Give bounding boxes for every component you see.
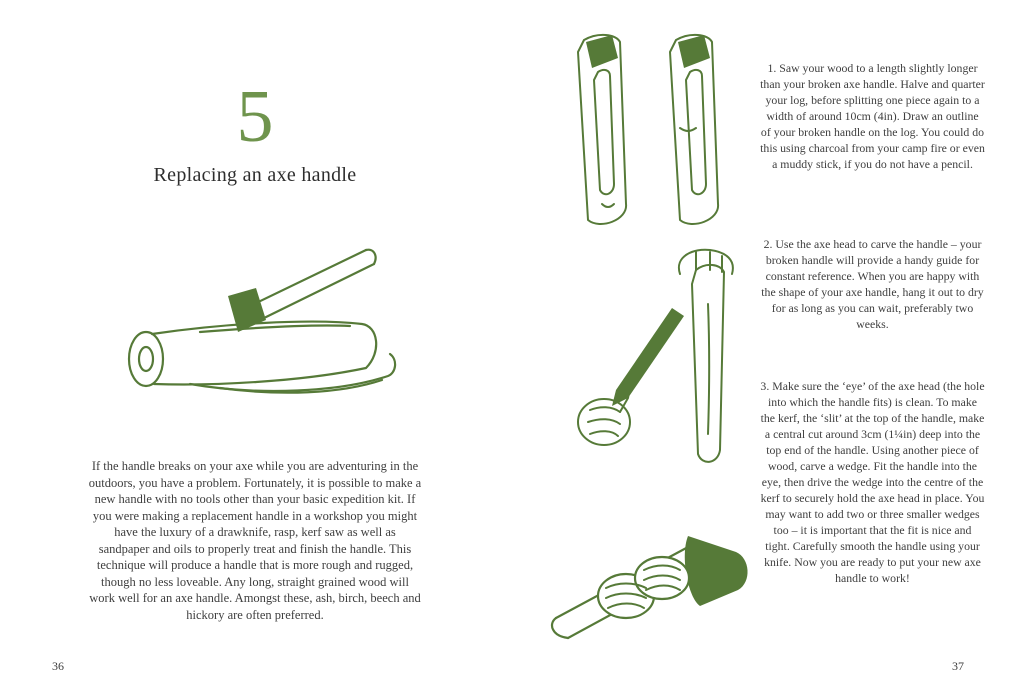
carving-knife-icon (560, 244, 760, 479)
chapter-title: Replacing an axe handle (153, 164, 357, 186)
split-logs-with-handle-outline-illustration (558, 28, 763, 243)
hand-carving-with-knife-illustration (560, 244, 760, 479)
axe-in-log-illustration (100, 228, 410, 423)
step-1-paragraph: 1. Saw your wood to a length slightly longer than your broken axe handle. Halve and quarter your log, before splitting one piece again to a width of around 10cm (4in). Draw an outline of your broken handle on the log. You could do this using charcoal from your camp fire or even a muddy stick, if you do not have a pencil. (760, 61, 985, 172)
chapter-number: 5 (236, 76, 274, 158)
hands-fitting-axe-head-illustration (540, 498, 775, 658)
intro-paragraph: If the handle breaks on your axe while you are adventuring in the outdoors, you have a problem. Fortunately, it is possible to make a new handle with no tools other than your basic expedition kit. If you were making a replacement handle in a workshop you might have the luxury of a drawknife, rasp, kerf saw as well as sandpaper and oils to properly treat and finish the handle. This technique will produce a handle that is more rough and rugged, though no less loveable. Any long, straight grained wood will work well for an axe handle. Amongst these, ash, birch, beech and hickory are often preferred. (88, 459, 422, 622)
axe-in-log-icon (100, 228, 410, 423)
split-logs-icon (558, 28, 763, 243)
fitting-axe-head-icon (540, 498, 775, 658)
step-2-paragraph: 2. Use the axe head to carve the handle – your broken handle will provide a handy guide for constant reference. When you are happy with the shape of your axe handle, hang it out to dry for as long as you can wait, preferably two weeks. (761, 237, 984, 332)
page-number-left: 36 (52, 659, 64, 673)
page-number-right: 37 (952, 659, 964, 673)
step-3-paragraph: 3. Make sure the ‘eye’ of the axe head (the hole into which the handle fits) is clean. To make the kerf, the ‘slit’ at the top of the handle, make a central cut around 3cm (1¼in) deep into the top end of the handle. Using another piece of wood, carve a wedge. Fit the handle into the eye, then drive the wedge into the centre of the kerf to securely hold the axe head in place. You may want to add two or three smaller wedges too – it is important that the fit is nice and tight. Carefully smooth the handle using your knife. Now you are ready to put your new axe handle to work! (760, 379, 985, 586)
